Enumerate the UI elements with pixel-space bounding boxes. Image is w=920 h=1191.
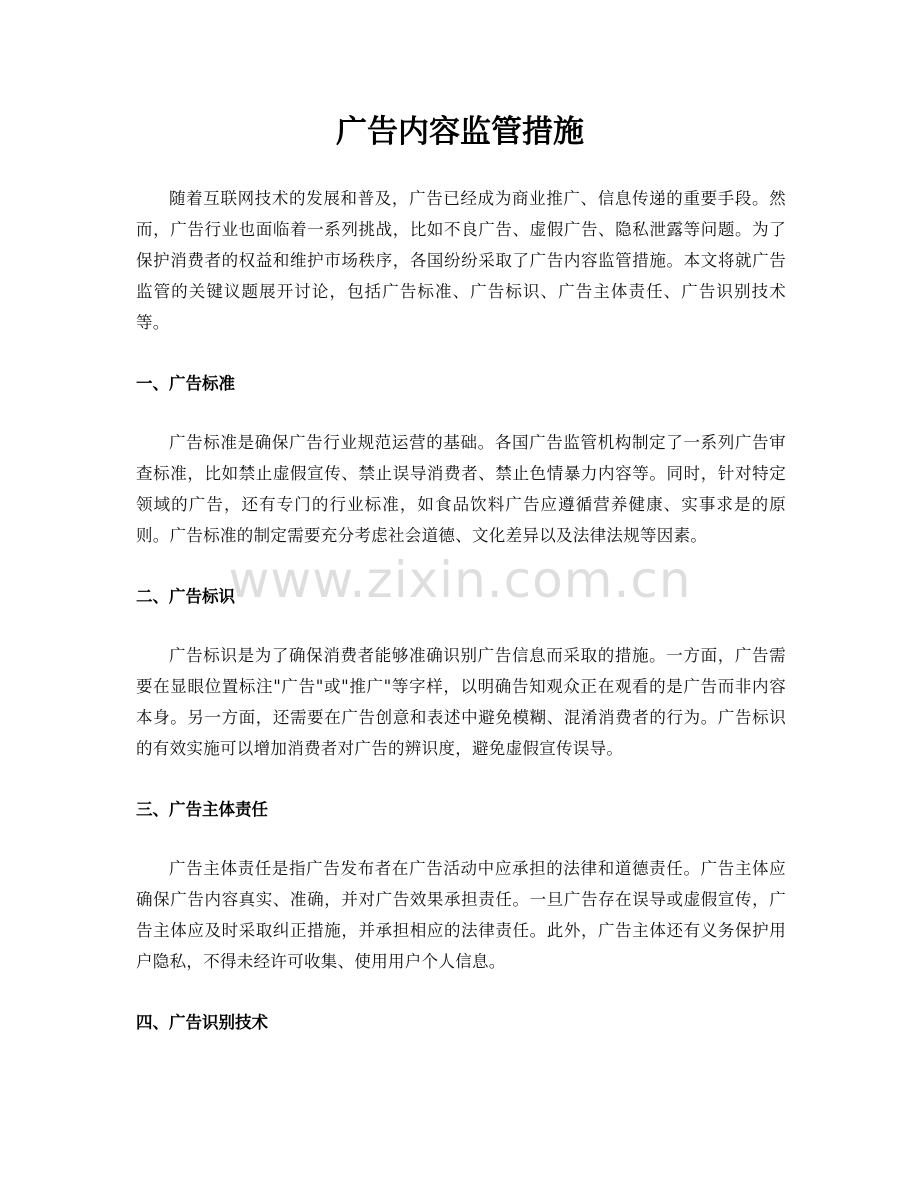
watermark-text: www.zixin.com.cn <box>228 551 692 609</box>
document-body <box>136 183 786 1038</box>
section-body-labeling: 广告标识是为了确保消费者能够准确识别广告信息而采取的措施。一方面，广告需要在显眼位置标注"广告"或"推广"等字样，以明确告知观众正在观看的是广告而非内容本身。另一方面，还需要在广告创意和表述中避免模糊、混淆消费者的行为。广告标识的有效实施可以增加消费者对广告的辨识度，避免虚假宣传误导。 <box>136 646 786 758</box>
section-heading-responsibility: 三、广告主体责任 <box>136 800 268 819</box>
section-heading-recognition-tech: 四、广告识别技术 <box>136 1013 268 1032</box>
intro-paragraph: 随着互联网技术的发展和普及，广告已经成为商业推广、信息传递的重要手段。然而，广告行业也面临着一系列挑战，比如不良广告、虚假广告、隐私泄露等问题。为了保护消费者的权益和维护市场秩序，各国纷纷采取了广告内容监管措施。本文将就广告监管的关键议题展开讨论，包括广告标准、广告标识、广告主体责任、广告识别技术等。 <box>136 189 786 332</box>
section-body-standards: 广告标准是确保广告行业规范运营的基础。各国广告监管机构制定了一系列广告审查标准，比如禁止虚假宣传、禁止误导消费者、禁止色情暴力内容等。同时，针对特定领域的广告，还有专门的行业标准，如食品饮料广告应遵循营养健康、实事求是的原则。广告标准的制定需要充分考虑社会道德、文化差异以及法律法规等因素。 <box>136 433 786 545</box>
section-heading-standards: 一、广告标准 <box>136 374 235 393</box>
section-heading-labeling: 二、广告标识 <box>136 587 235 606</box>
document-title: 广告内容监管措施 <box>336 114 584 150</box>
section-body-responsibility: 广告主体责任是指广告发布者在广告活动中应承担的法律和道德责任。广告主体应确保广告内容真实、准确，并对广告效果承担责任。一旦广告存在误导或虚假宣传，广告主体应及时采取纠正措施，并承担相应的法律责任。此外，广告主体还有义务保护用户隐私，不得未经许可收集、使用用户个人信息。 <box>136 859 786 971</box>
